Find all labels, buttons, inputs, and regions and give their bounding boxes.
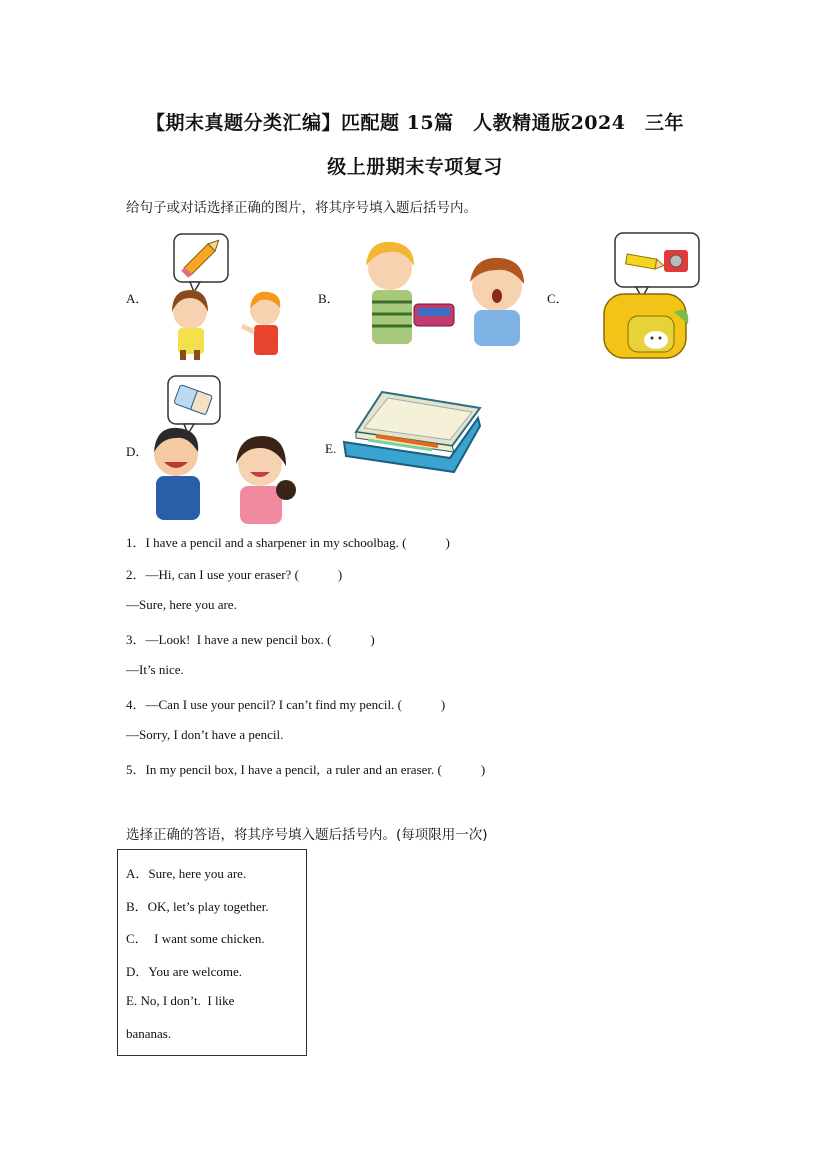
document-title-line-2: 级上册期末专项复习 [327, 156, 503, 178]
picture-b-boys-pencil-box [352, 238, 537, 348]
question-5: 5．In my pencil box, I have a pencil, a ruler and an eraser. ( ) [126, 762, 486, 777]
option-d-label: D． [126, 444, 149, 459]
answer-option-b: B．OK, let’s play together. [126, 899, 269, 914]
question-4-reply: —Sorry, I don’t have a pencil. [126, 727, 284, 742]
question-3-reply: —It’s nice. [126, 662, 184, 677]
picture-e-pencil-box [342, 388, 482, 478]
picture-d-boy-girl-eraser [150, 374, 320, 524]
question-1: 1．I have a pencil and a sharpener in my schoolbag. ( ) [126, 535, 450, 550]
answer-option-e: E. No, I don’t. I like [126, 993, 235, 1008]
section1-instruction: 给句子或对话选择正确的图片，将其序号填入题后括号内。 [126, 200, 477, 216]
option-a-label: A． [126, 291, 149, 306]
section2-instruction: 选择正确的答语，将其序号填入题后括号内。(每项限用一次) [126, 827, 488, 843]
picture-c-schoolbag-pencil-sharpener [598, 232, 702, 362]
answer-option-e-continued: bananas. [126, 1026, 172, 1041]
document-title-line-1: 【期末真题分类汇编】匹配题 15篇 人教精通版2024 三年 [146, 112, 684, 134]
option-c-label: C． [547, 291, 569, 306]
answer-option-d: D．You are welcome. [126, 964, 243, 979]
question-2: 2．—Hi, can I use your eraser? ( ) [126, 567, 343, 582]
answer-option-a: A．Sure, here you are. [126, 866, 247, 881]
option-b-label: B． [318, 291, 340, 306]
question-2-reply: —Sure, here you are. [126, 597, 237, 612]
option-e-label: E. [325, 441, 337, 456]
picture-a-girl-boy-pencil [160, 232, 310, 362]
question-3: 3．—Look! I have a new pencil box. ( ) [126, 632, 375, 647]
question-4: 4．—Can I use your pencil? I can’t find my pencil. ( ) [126, 697, 446, 712]
answer-options-box [117, 849, 307, 1056]
answer-option-c: C． I want some chicken. [126, 931, 265, 946]
